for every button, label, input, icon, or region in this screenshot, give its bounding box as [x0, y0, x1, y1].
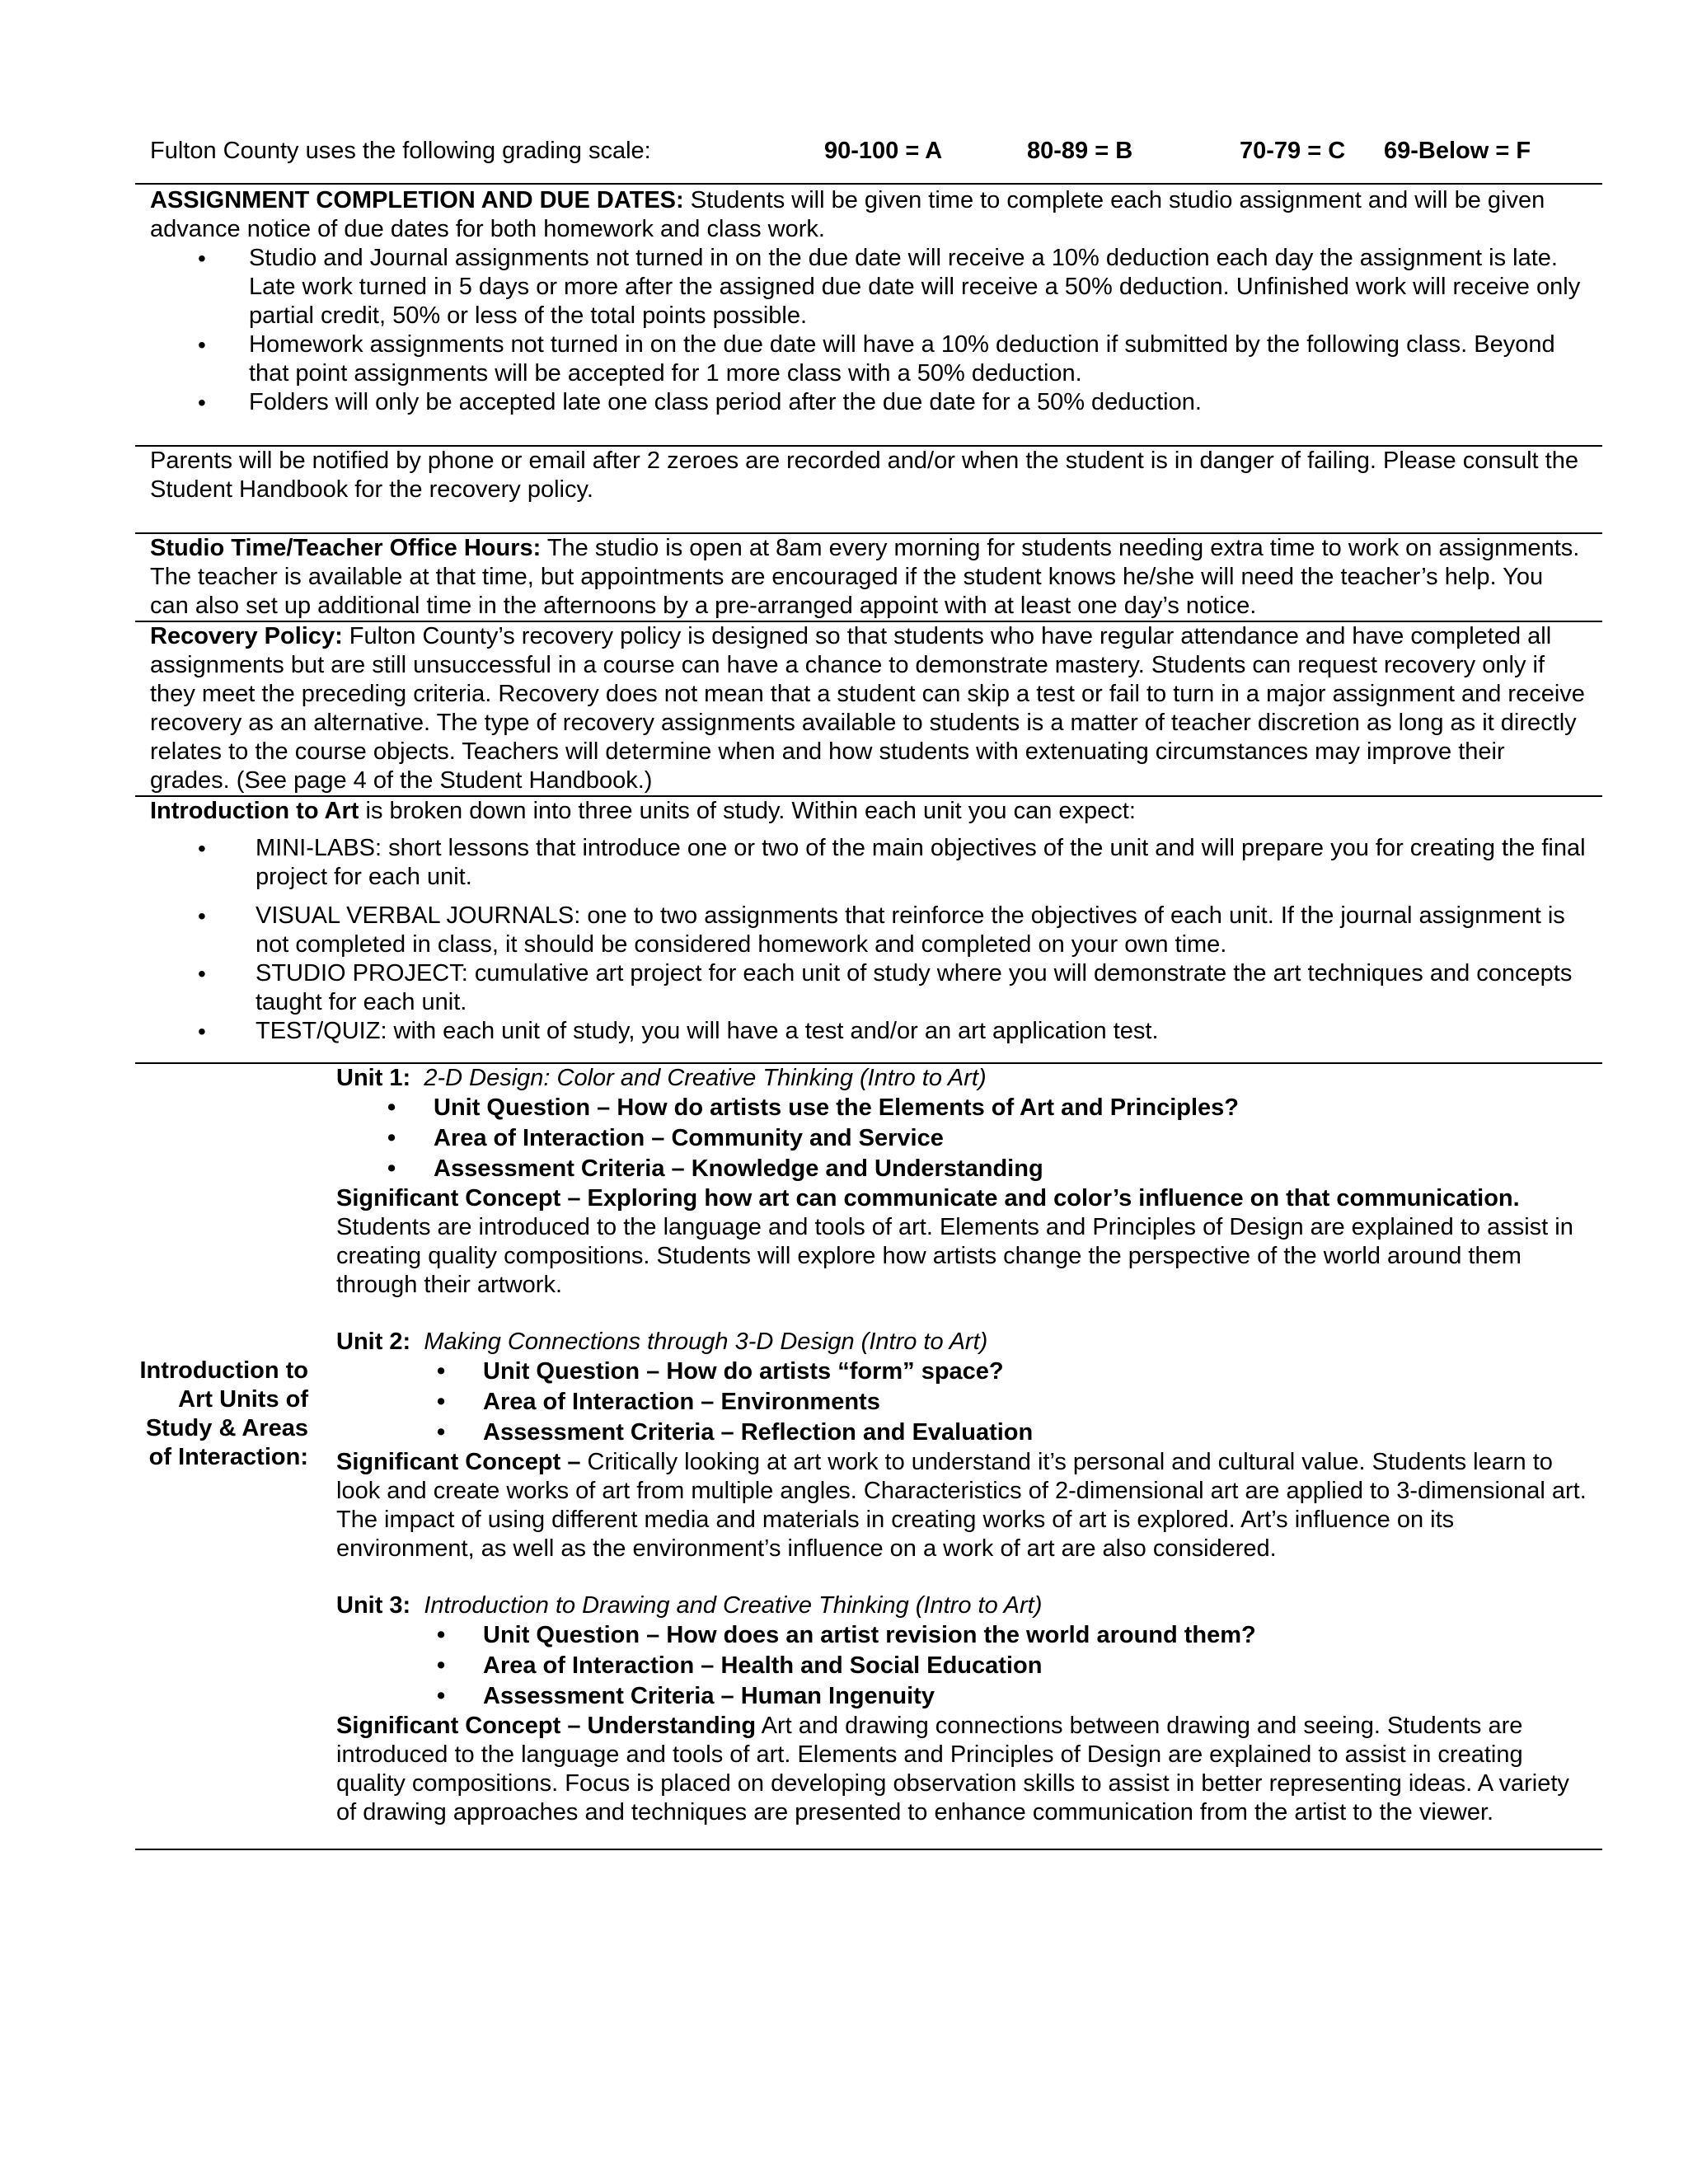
unit-2	[336, 1328, 1587, 1563]
list-item: • Studio and Journal assignments not turned in on the due date will receive a 10% deduction each day the assignment is late. Late work turned in 5 days or more after the assigned due date will receive a 50% deduction. Unfinished work will receive only partial credit, 50% or less of the total points possible.	[150, 244, 1587, 330]
list-item: • TEST/QUIZ: with each unit of study, you will have a test and/or an art application test.	[150, 1017, 1587, 1046]
studio-section	[135, 534, 1602, 621]
unit-3	[336, 1591, 1587, 1827]
unit-1-concept-text: Students are introduced to the language and tools of art. Elements and Principles of Design are explained to assist in creating quality compositions. Students will explore how artists change the perspective of the world around them through their artwork.	[336, 1214, 1573, 1298]
list-item: • STUDIO PROJECT: cumulative art project for each unit of study where you will demonstrate the art techniques and concepts taught for each unit.	[150, 959, 1587, 1017]
studio-text: The studio is open at 8am every morning for students needing extra time to work on assignments. The teacher is available at that time, but appointments are encouraged if the student knows he/she will need the teacher’s help. You can also set up additional time in the afternoons by a pre-arranged appoint with at least one day’s notice.	[150, 535, 1580, 619]
list-item: • MINI-LABS: short lessons that introduce one or two of the main objectives of the unit and will prepare you for creating the final project for each unit.	[150, 834, 1587, 892]
unit-1-concept	[336, 1184, 1587, 1300]
assignment-bullets	[150, 244, 1587, 417]
divider	[135, 1849, 1602, 1850]
assignment-section	[135, 185, 1602, 417]
recovery-text: Fulton County’s recovery policy is designed so that students who have regular attendance and have completed all assignments but are still unsuccessful in a course can have a chance to demonstrate mastery. Students can request recovery only if they meet the preceding criteria. Recovery does not mean that a student can skip a test or fail to turn in a major assignment and receive recovery as an alternative. The type of recovery assignments available to students is a matter of teacher discretion as long as it directly relates to the course objects. Teachers will determine when and how students with extenuating circumstances may improve their grades. (See page 4 of the Student Handbook.)	[150, 623, 1585, 794]
grade-b: 80-89 = B	[1027, 138, 1133, 164]
unit-2-concept	[336, 1448, 1587, 1563]
studio-paragraph	[150, 534, 1587, 621]
studio-heading: Studio Time/Teacher Office Hours:	[150, 535, 542, 561]
parents-text: Parents will be notified by phone or email after 2 zeroes are recorded and/or when the student is in danger of failing. Please consult the Student Handbook for the recovery policy.	[150, 448, 1578, 503]
list-item: • Folders will only be accepted late one class period after the due date for a 50% deduction.	[150, 388, 1587, 417]
unit-3-title: Introduction to Drawing and Creative Thinking (Intro to Art)	[424, 1592, 1043, 1619]
unit-2-bullets	[336, 1357, 1587, 1448]
unit-1-heading	[336, 1064, 1587, 1093]
unit-1-title: 2-D Design: Color and Creative Thinking (Intro to Art)	[424, 1065, 987, 1091]
intro-art-text: is broken down into three units of study. Within each unit you can expect:	[359, 798, 1136, 824]
unit-3-concept-text: Art and drawing connections between drawing and seeing. Students are introduced to the language and tools of art. Elements and Principles of Design are explained to assist in creating quality compositions. Focus is placed on developing observation skills to assist in better representing ideas. A variety of drawing approaches and techniques are presented to enhance communication from the artist to the viewer.	[336, 1713, 1569, 1825]
unit-1-concept-bold: Significant Concept – Exploring how art can communicate and color’s influence on that communication.	[336, 1185, 1520, 1212]
list-item: • Area of Interaction – Health and Social Education	[336, 1651, 1587, 1681]
units-row	[135, 1064, 1602, 1849]
unit-1	[336, 1064, 1587, 1300]
unit-3-bullets	[336, 1620, 1587, 1712]
list-item: • VISUAL VERBAL JOURNALS: one to two assignments that reinforce the objectives of each unit. If the journal assignment is not completed in class, it should be considered homework and completed on your own time.	[150, 902, 1587, 959]
parents-section	[135, 447, 1602, 504]
recovery-heading: Recovery Policy:	[150, 623, 343, 649]
grading-scale	[135, 0, 1602, 183]
list-item: • Assessment Criteria – Knowledge and Understanding	[336, 1154, 1587, 1184]
units-label: Introduction to Art Units of Study & Areas of Interaction:	[139, 1357, 308, 1470]
assignment-paragraph	[150, 186, 1587, 244]
unit-1-label: Unit 1:	[336, 1065, 411, 1091]
grade-f: 69-Below = F	[1384, 138, 1531, 164]
intro-art-paragraph	[150, 797, 1587, 826]
unit-2-concept-bold: Significant Concept –	[336, 1449, 581, 1475]
list-item: • Unit Question – How do artists “form” space?	[336, 1357, 1587, 1387]
unit-2-title: Making Connections through 3-D Design (Intro to Art)	[424, 1329, 988, 1355]
grade-c: 70-79 = C	[1240, 138, 1346, 164]
grading-intro: Fulton County uses the following grading scale:	[150, 138, 651, 164]
unit-2-heading	[336, 1328, 1587, 1357]
grade-a: 90-100 = A	[824, 138, 943, 164]
unit-3-heading	[336, 1591, 1587, 1620]
unit-1-bullets	[336, 1093, 1587, 1184]
list-item: • Unit Question – How does an artist revision the world around them?	[336, 1620, 1587, 1651]
unit-2-label: Unit 2:	[336, 1329, 411, 1355]
list-item: • Assessment Criteria – Human Ingenuity	[336, 1681, 1587, 1712]
recovery-section	[135, 622, 1602, 795]
intro-art-bullets	[150, 834, 1587, 1046]
document-page	[135, 0, 1602, 1850]
recovery-paragraph	[150, 622, 1587, 795]
list-item: • Unit Question – How do artists use the Elements of Art and Principles?	[336, 1093, 1587, 1123]
intro-art-section	[135, 797, 1602, 1046]
list-item: • Homework assignments not turned in on the due date will have a 10% deduction if submitted by the following class. Beyond that point assignments will be accepted for 1 more class with a 50% deduction.	[150, 330, 1587, 388]
unit-3-concept-bold: Significant Concept – Understanding	[336, 1713, 757, 1739]
unit-3-concept	[336, 1712, 1587, 1827]
assignment-heading: ASSIGNMENT COMPLETION AND DUE DATES:	[150, 187, 684, 213]
unit-2-concept-text: Critically looking at art work to understand it’s personal and cultural value. Students learn to look and create works of art from multiple angles. Characteristics of 2-dimensional art are applied to 3-dimensional art. The impact of using different media and materials in creating works of art is explored. Art’s influence on its environment, as well as the environment’s influence on a work of art are also considered.	[336, 1449, 1587, 1562]
units-body	[308, 1064, 1602, 1849]
list-item: • Area of Interaction – Community and Service	[336, 1123, 1587, 1154]
assignment-text: Students will be given time to complete each studio assignment and will be given advance notice of due dates for both homework and class work.	[150, 187, 1545, 242]
unit-3-label: Unit 3:	[336, 1592, 411, 1619]
list-item: • Assessment Criteria – Reflection and Evaluation	[336, 1418, 1587, 1448]
intro-art-heading: Introduction to Art	[150, 798, 359, 824]
list-item: • Area of Interaction – Environments	[336, 1387, 1587, 1418]
